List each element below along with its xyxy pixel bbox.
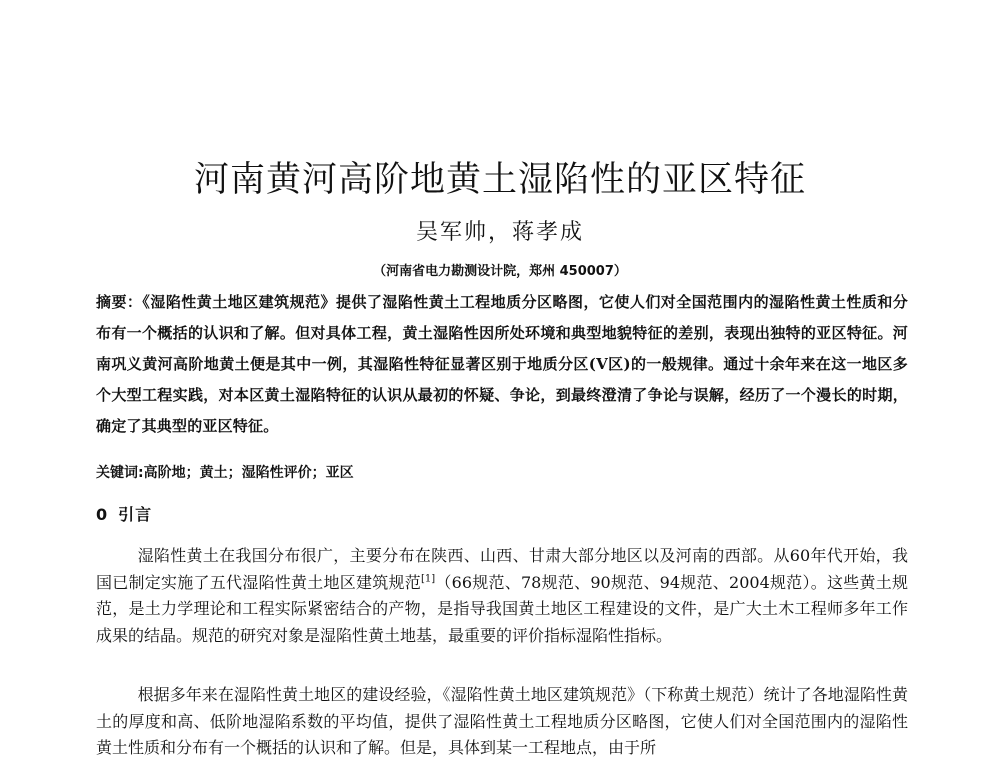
citation-reference: [1] [420, 573, 436, 585]
body-paragraph [96, 543, 908, 649]
section-heading [96, 503, 152, 527]
paragraph-text: （66规范、78规范、90规范、94规范、2004规范）。这些黄土规范，是土力学理论和工程实际紧密结合的产物，是指导我国黄土地区工程建设的文件，是广大土木工程师多年工作成果的结晶。规范的研究对象是湿陷性黄土地基，最重要的评价指标湿陷性指标。 [96, 572, 908, 645]
section-title: 引言 [118, 505, 153, 524]
abstract-text: 《湿陷性黄土地区建筑规范》提供了湿陷性黄土工程地质分区略图，它使人们对全国范围内的湿陷性黄土性质和分布有一个概括的认识和了解。但对具体工程，黄土湿陷性因所处环境和典型地貌特征的差别，表现出独特的亚区特征。河南巩义黄河高阶地黄土便是其中一例，其湿陷性特征显著区别于地质分区(V区)的一般规律。通过十余年来在这一地区多个大型工程实践，对本区黄土湿陷特征的认识从最初的怀疑、争论，到最终澄清了争论与误解，经历了一个漫长的时期，确定了其典型的亚区特征。 [96, 293, 908, 435]
keywords-label: 关键词: [96, 465, 144, 481]
keywords-text: 高阶地；黄土；湿陷性评价；亚区 [143, 465, 354, 481]
keywords [96, 461, 908, 485]
paper-title: 河南黄河高阶地黄土湿陷性的亚区特征 [193, 160, 806, 200]
body-paragraph [96, 682, 908, 762]
paper-authors: 吴军帅，蒋孝成 [415, 220, 584, 245]
paragraph-text: 湿陷性黄土在我国分布很广，主要分布在陕西、山西、甘肃大部分地区以及河南的西部。从60年代开始，我国已制定实施了五代湿陷性黄土地区建筑规范 [96, 546, 908, 592]
abstract [96, 287, 908, 442]
paper-affiliation: （河南省电力勘测设计院，郑州 450007） [373, 264, 627, 279]
abstract-label: 摘要： [96, 293, 143, 311]
paragraph-text: 根据多年来在湿陷性黄土地区的建设经验，《湿陷性黄土地区建筑规范》（下称黄土规范）统计了各地湿陷性黄土的厚度和高、低阶地湿陷系数的平均值，提供了湿陷性黄土工程地质分区略图，它使人们对全国范围内的湿陷性黄土性质和分布有一个概括的认识和了解。但是，具体到某一工程地点，由于所 [96, 685, 908, 757]
section-number: 0 [96, 505, 109, 524]
